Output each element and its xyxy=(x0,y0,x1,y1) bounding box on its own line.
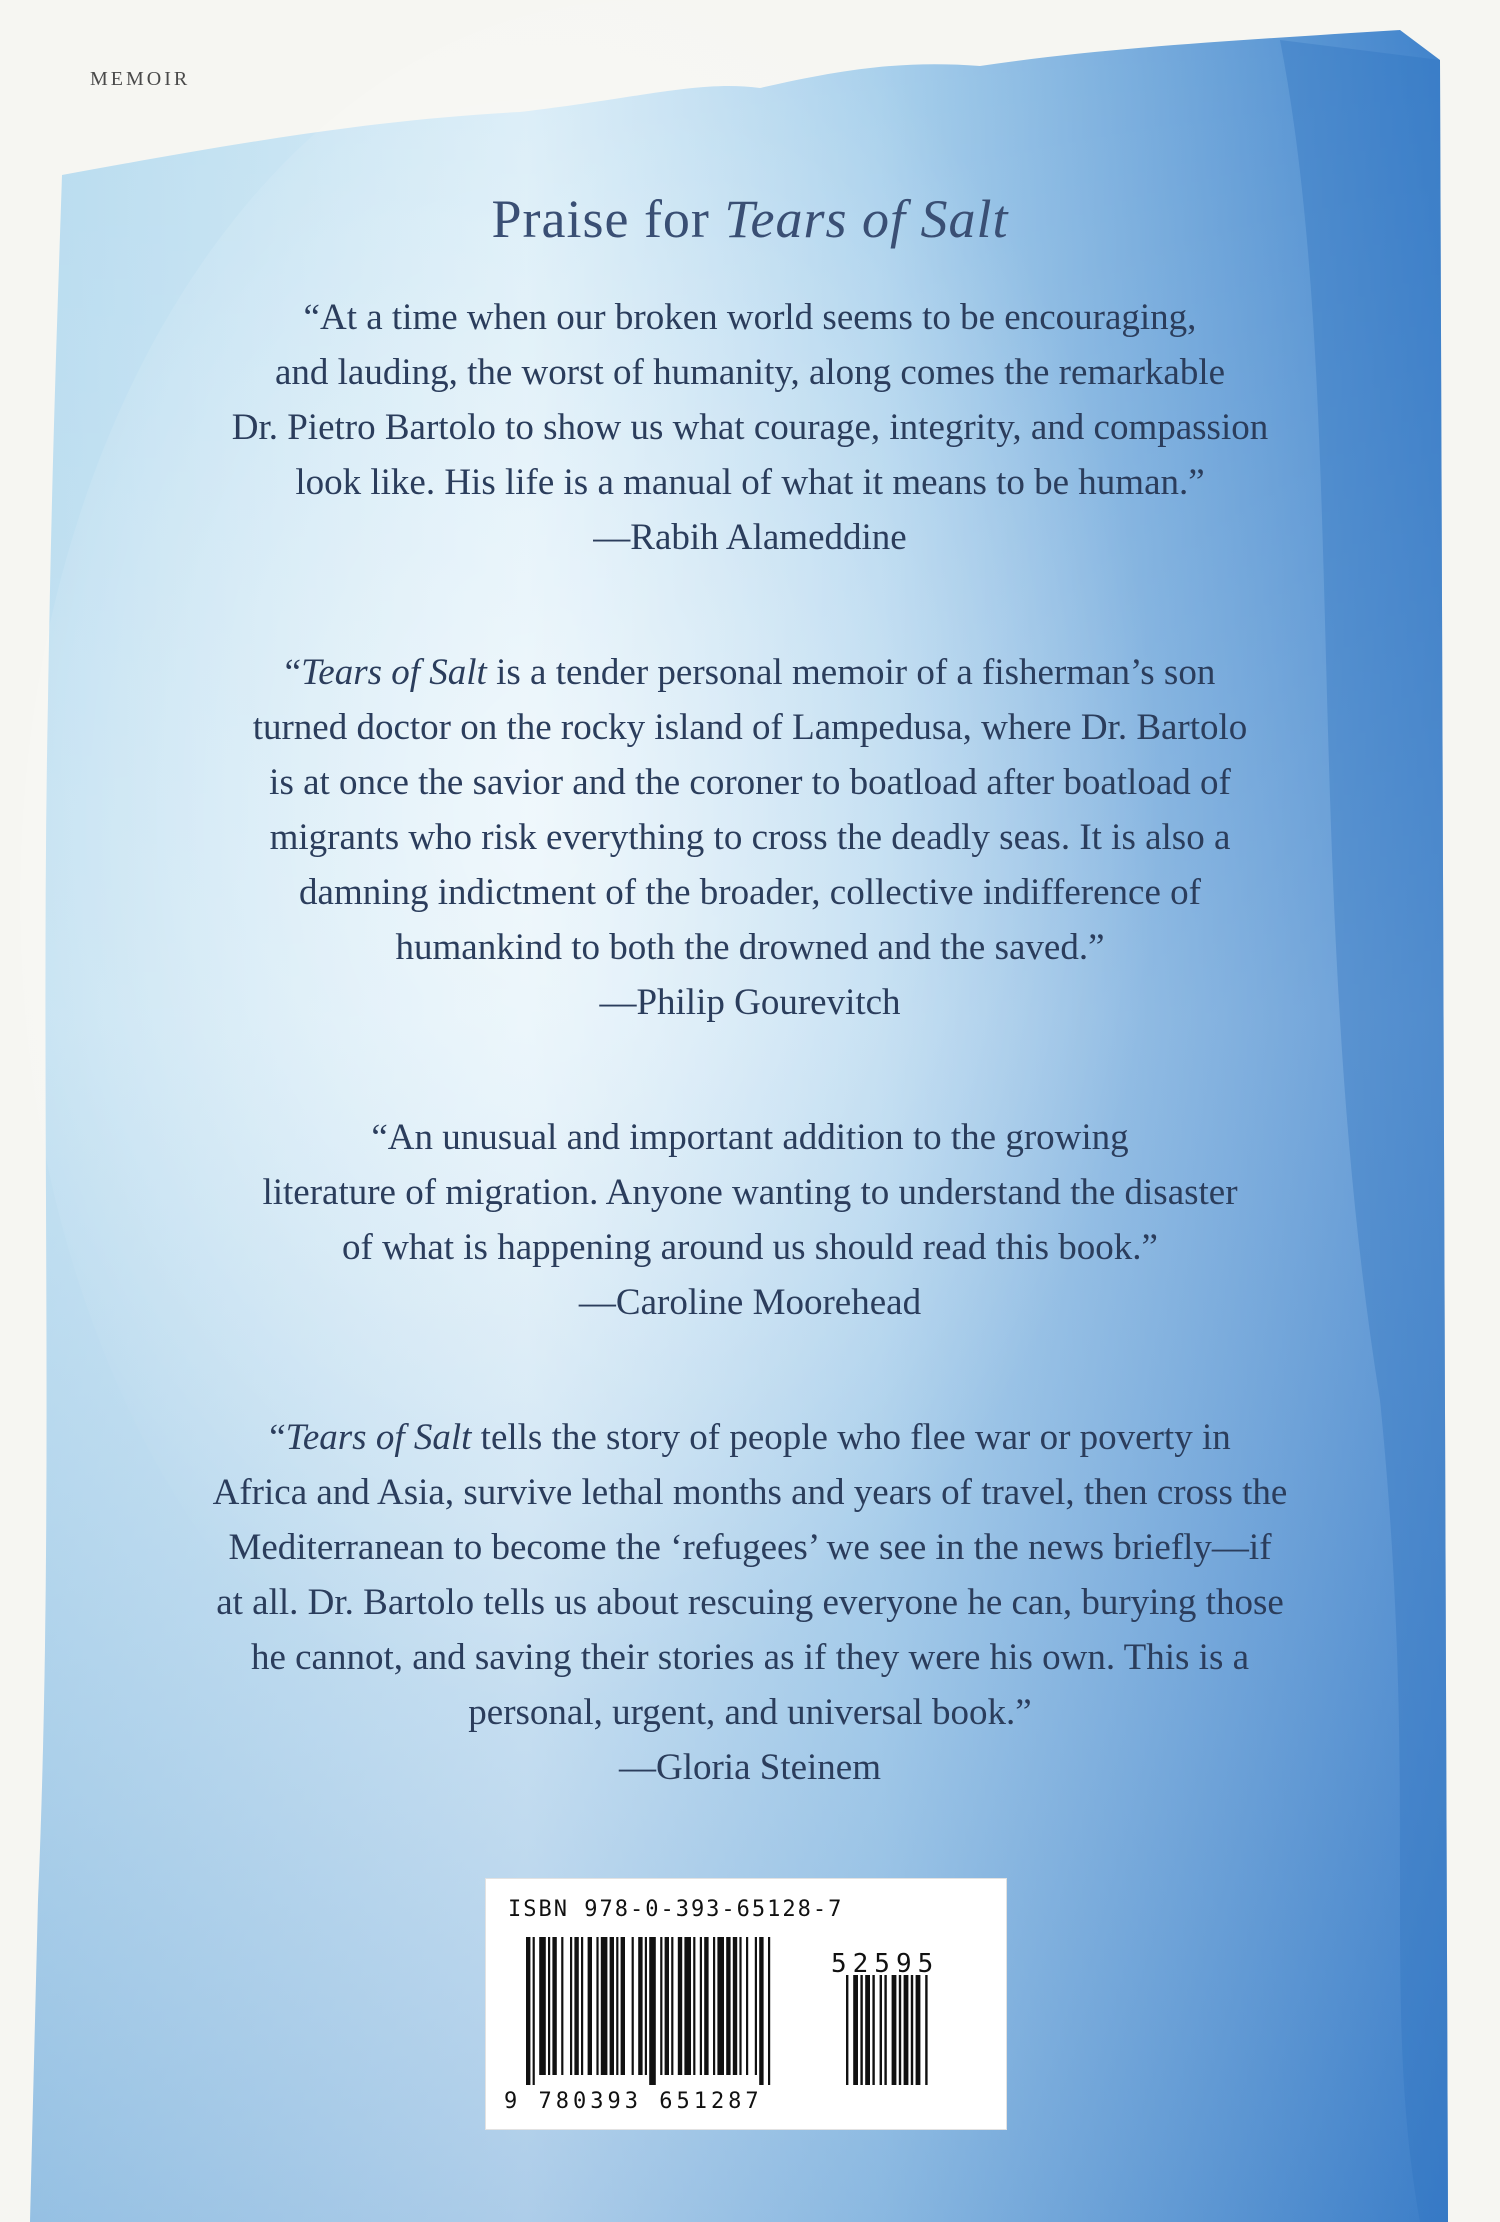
quote-block xyxy=(90,1410,1410,1795)
praise-quotes xyxy=(90,290,1410,1795)
barcode-bar xyxy=(533,1937,535,2085)
barcode-bar xyxy=(581,1937,583,2075)
quote-book-title: Tears of Salt xyxy=(301,652,487,693)
quote-line: of what is happening around us should read this book.” xyxy=(342,1227,1158,1268)
barcode-bar xyxy=(610,1937,614,2075)
quote-line: humankind to both the drowned and the saved.” xyxy=(395,927,1105,968)
quote-line: “Tears of Salt is a tender personal memoir of a fisherman’s son xyxy=(284,652,1216,693)
barcode-bar xyxy=(632,1937,634,2075)
quote-line: and lauding, the worst of humanity, along comes the remarkable xyxy=(274,352,1226,393)
praise-heading-prefix: Praise for xyxy=(491,189,725,249)
barcode-bar xyxy=(588,1937,592,2075)
quote-attribution: —Rabih Alameddine xyxy=(593,517,907,558)
barcode-bar xyxy=(526,1937,530,2085)
addon-barcode-bar xyxy=(853,1975,858,2085)
barcode-bar xyxy=(649,1937,656,2085)
barcode-bar xyxy=(548,1937,550,2075)
barcode-bar xyxy=(746,1937,748,2075)
barcode-bar xyxy=(755,1937,757,2075)
quote-line: literature of migration. Anyone wanting to understand the disaster xyxy=(262,1172,1238,1213)
quote-book-title: Tears of Salt xyxy=(285,1417,472,1458)
quote-line: “At a time when our broken world seems to be encouraging, xyxy=(303,297,1197,338)
quote-attribution: —Caroline Moorehead xyxy=(578,1282,922,1323)
price-code: 52595 xyxy=(831,1949,940,1979)
addon-barcode-bar xyxy=(880,1975,882,2085)
addon-barcode-bar xyxy=(899,1975,901,2085)
addon-barcode-bar xyxy=(860,1975,862,2085)
barcode-bar xyxy=(693,1937,695,2075)
addon-barcode-bar xyxy=(904,1975,909,2085)
barcode-bar xyxy=(561,1937,563,2075)
isbn-label: ISBN 978-0-393-65128-7 xyxy=(508,1897,844,1922)
barcode-bar xyxy=(596,1937,598,2075)
addon-barcode-bar xyxy=(892,1975,897,2085)
addon-barcode-bar xyxy=(865,1975,870,2085)
quote-block xyxy=(90,1110,1410,1330)
barcode-bar xyxy=(570,1937,572,2075)
barcode-bar xyxy=(704,1937,708,2075)
quote-line: migrants who risk everything to cross the deadly seas. It is also a xyxy=(269,817,1231,858)
barcode-bar xyxy=(601,1937,608,2075)
barcode-bar xyxy=(638,1937,642,2075)
quote-line: damning indictment of the broader, collective indifference of xyxy=(299,872,1201,913)
barcode-bar xyxy=(574,1937,578,2075)
addon-barcode-bar xyxy=(911,1975,913,2085)
barcode-bar xyxy=(660,1937,662,2075)
addon-barcode-bar xyxy=(925,1975,927,2085)
barcode-bar xyxy=(552,1937,556,2075)
quote-line: at all. Dr. Bartolo tells us about rescuing everyone he can, burying those xyxy=(216,1582,1284,1623)
barcode-bar xyxy=(616,1937,618,2075)
quote-line-text: is a tender personal memoir of a fisherman’s son xyxy=(496,652,1216,693)
barcode-bar xyxy=(713,1937,715,2075)
praise-heading xyxy=(0,188,1500,250)
quote-line: personal, urgent, and universal book.” xyxy=(468,1692,1032,1733)
addon-barcode-bar xyxy=(884,1975,886,2085)
barcode-bar xyxy=(621,1937,625,2075)
ean-digits: 9 780393 651287 xyxy=(504,2089,763,2114)
quote-line: he cannot, and saving their stories as if they were his own. This is a xyxy=(250,1637,1250,1678)
barcode-bar xyxy=(645,1937,647,2075)
praise-heading-book-title: Tears of Salt xyxy=(724,189,1009,249)
barcode-bar xyxy=(671,1937,673,2075)
quote-line-text: tells the story of people who flee war or poverty in xyxy=(480,1417,1231,1458)
barcode-bar xyxy=(539,1937,546,2075)
quote-line: turned doctor on the rocky island of Lampedusa, where Dr. Bartolo xyxy=(252,707,1248,748)
barcode-bar xyxy=(684,1937,691,2075)
quote-attribution: —Philip Gourevitch xyxy=(599,982,901,1023)
quote-block xyxy=(90,645,1410,1030)
barcode-bar xyxy=(678,1937,682,2075)
category-label: MEMOIR xyxy=(90,68,191,90)
quote-line: look like. His life is a manual of what it means to be human.” xyxy=(295,462,1205,503)
quote-line: “An unusual and important addition to the growing xyxy=(371,1117,1129,1158)
quote-line: “Tears of Salt tells the story of people who flee war or poverty in xyxy=(269,1417,1231,1458)
barcode-bar xyxy=(726,1937,730,2075)
quote-attribution: —Gloria Steinem xyxy=(618,1747,882,1788)
barcode-bar xyxy=(665,1937,669,2075)
barcode-bar xyxy=(717,1937,724,2075)
barcode-bar xyxy=(768,1937,770,2085)
isbn-barcode-box xyxy=(485,1878,1007,2130)
barcode-bar xyxy=(739,1937,741,2075)
quote-line: Africa and Asia, survive lethal months and years of travel, then cross the xyxy=(212,1472,1288,1513)
quote-line: Dr. Pietro Bartolo to show us what courage, integrity, and compassion xyxy=(231,407,1269,448)
barcode-bar xyxy=(759,1937,763,2085)
addon-barcode-bar xyxy=(872,1975,874,2085)
barcode-bar xyxy=(733,1937,737,2075)
addon-barcode-bar xyxy=(846,1975,848,2085)
quote-line: Mediterranean to become the ‘refugees’ we see in the news briefly—if xyxy=(228,1527,1272,1568)
quote-block xyxy=(90,290,1410,565)
quote-line: is at once the savior and the coroner to boatload after boatload of xyxy=(269,762,1231,803)
barcode-bar xyxy=(700,1937,702,2075)
addon-barcode-bar xyxy=(916,1975,921,2085)
